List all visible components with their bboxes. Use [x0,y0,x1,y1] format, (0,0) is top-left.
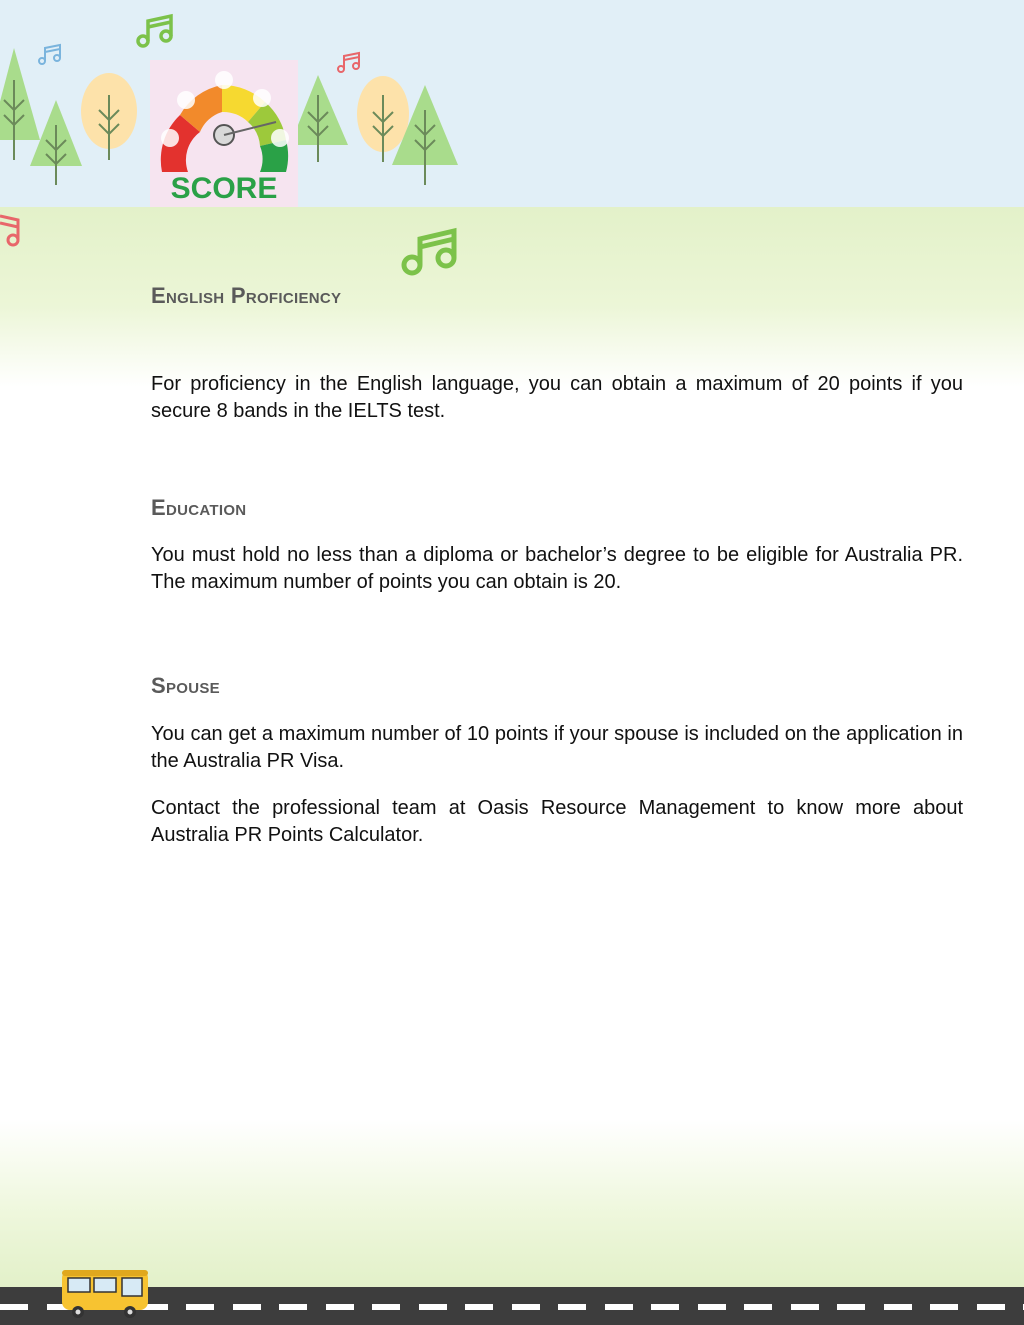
tree-icon [30,100,82,185]
road-dash [279,1304,307,1310]
bus-icon [58,1266,158,1322]
road-dash [186,1304,214,1310]
section-paragraph-education: You must hold no less than a diploma or bachelor’s degree to be eligible for Australia PR. The maximum number of points you can obtain is 20. [151,544,963,593]
section-paragraph-english: For proficiency in the English language, you can obtain a maximum of 20 points if you secure 8 bands in the IELTS test. [151,373,963,422]
road-dash [651,1304,679,1310]
road-dash [698,1304,726,1310]
tree-icon [81,73,137,160]
score-gauge-icon [150,60,298,207]
road-dash [884,1304,912,1310]
road-dash [791,1304,819,1310]
music-note-icon [138,16,171,46]
road-dash [419,1304,447,1310]
road-dash [233,1304,261,1310]
section-heading-english: English Proficiency [151,283,342,308]
road-dash [977,1304,1005,1310]
grass-background-bottom [0,1120,1024,1290]
road-dash [372,1304,400,1310]
road-dash [0,1304,28,1310]
tree-icon [0,48,40,160]
road-dash [465,1304,493,1310]
road-dash [930,1304,958,1310]
road-dash [837,1304,865,1310]
music-note-icon [338,53,359,72]
road-dash [744,1304,772,1310]
section-heading-spouse: Spouse [151,673,220,698]
road-dash [512,1304,540,1310]
section-paragraph-spouse: You can get a maximum number of 10 points if your spouse is included on the application in the Australia PR Visa. [151,723,963,772]
score-label: SCORE [170,172,278,205]
section-paragraph-contact: Contact the professional team at Oasis Resource Management to know more about Australia PR Points Calculator. [151,797,963,846]
section-heading-education: Education [151,495,247,520]
road-dash [326,1304,354,1310]
score-gauge-image [150,60,298,207]
tree-icon [290,75,348,162]
music-note-icon [404,231,454,273]
road-dash [605,1304,633,1310]
road-dash [558,1304,586,1310]
music-note-icon [39,45,60,64]
music-note-icon [0,216,18,245]
